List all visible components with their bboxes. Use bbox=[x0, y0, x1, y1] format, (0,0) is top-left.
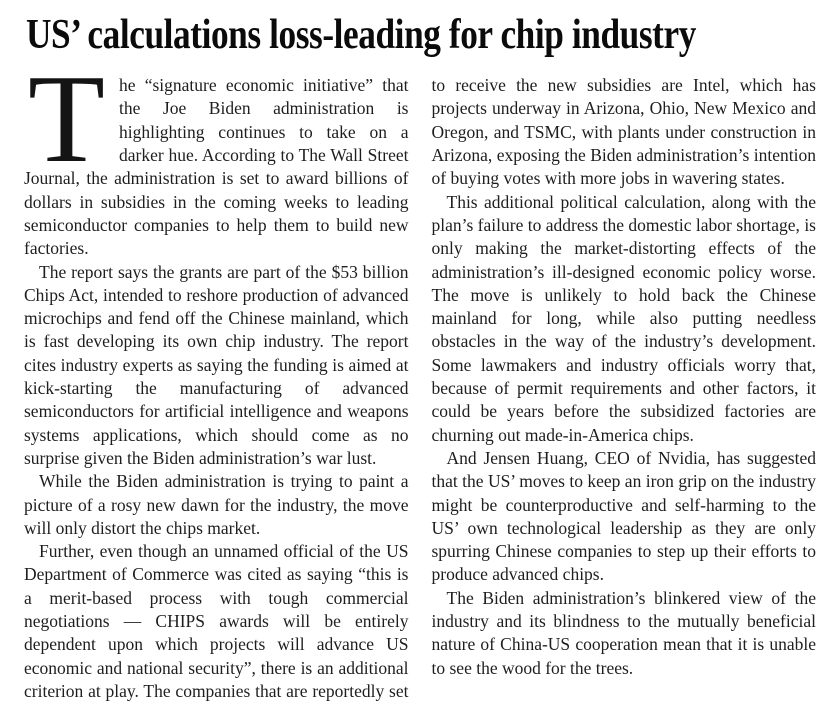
article-paragraph: The Biden administration’s blinkered view of the industry and its blindness to the mutually beneficial nature of China-US cooperation mean that it is unable to see the wood for the trees. bbox=[431, 587, 816, 678]
article-headline-text: US’ calculations loss-leading for chip industry bbox=[26, 12, 696, 58]
lead-paragraph-text: he “signature economic initiative” that the Joe Biden administration is highlighting continues to take on a darker hue. According to The Wall Street Journal, the administration is set to award billions of dollars in subsidies in the coming weeks to leading semiconductor companies to help them to build new factories. bbox=[24, 75, 409, 259]
article-paragraph: Further, even though an unnamed official of the US Department of Commerce was cited as saying “this is a merit-based process with tough commercial negotiations — CHIPS awards will be entirely dependent upon which projects will advance US economic and national security”, there is an additional criterion at play. The companies that are reportedly set to receive the new subsidies are Intel, which has projects underway in Arizona, Ohio, New Mexico and Oregon, and TSMC, with plants under construction in Arizona, exposing the Biden administration’s intention of buying votes with more jobs in wavering states. bbox=[24, 75, 816, 701]
article-paragraph: While the Biden administration is trying to paint a picture of a rosy new dawn for the industry, the move will only distort the chips market. bbox=[24, 471, 409, 538]
article-paragraph: This additional political calculation, along with the plan’s failure to address the domestic labor shortage, is only making the market-distorting effects of the administration’s ill-designed economic policy worse. The move is unlikely to hold back the Chinese mainland for long, while also putting needless obstacles in the way of the industry’s development. Some lawmakers and industry officials worry that, because of permit requirements and other factors, it could be years before the subsidized factories are churning out made-in-America chips. bbox=[431, 191, 816, 445]
article-paragraph: And Jensen Huang, CEO of Nvidia, has suggested that the US’ moves to keep an iron grip on the industry might be counterproductive and self-harming to the US’ own technological leadership as they are only spurring Chinese companies to step up their efforts to produce advanced chips. bbox=[431, 447, 816, 585]
drop-cap-letter: T bbox=[28, 50, 105, 190]
article-paragraph: The report says the grants are part of the $53 billion Chips Act, intended to reshore production of advanced microchips and fend off the Chinese mainland, which is fast developing its own chip industry. The report cites industry experts as saying the funding is aimed at kick-starting the manufacturing of advanced semiconductors for artificial intelligence and weapons systems applications, which should come as no surprise given the Biden administration’s war lust. bbox=[24, 261, 409, 468]
article-lead-paragraph bbox=[24, 50, 409, 260]
article-body-columns bbox=[24, 50, 816, 703]
article-headline bbox=[26, 12, 816, 58]
